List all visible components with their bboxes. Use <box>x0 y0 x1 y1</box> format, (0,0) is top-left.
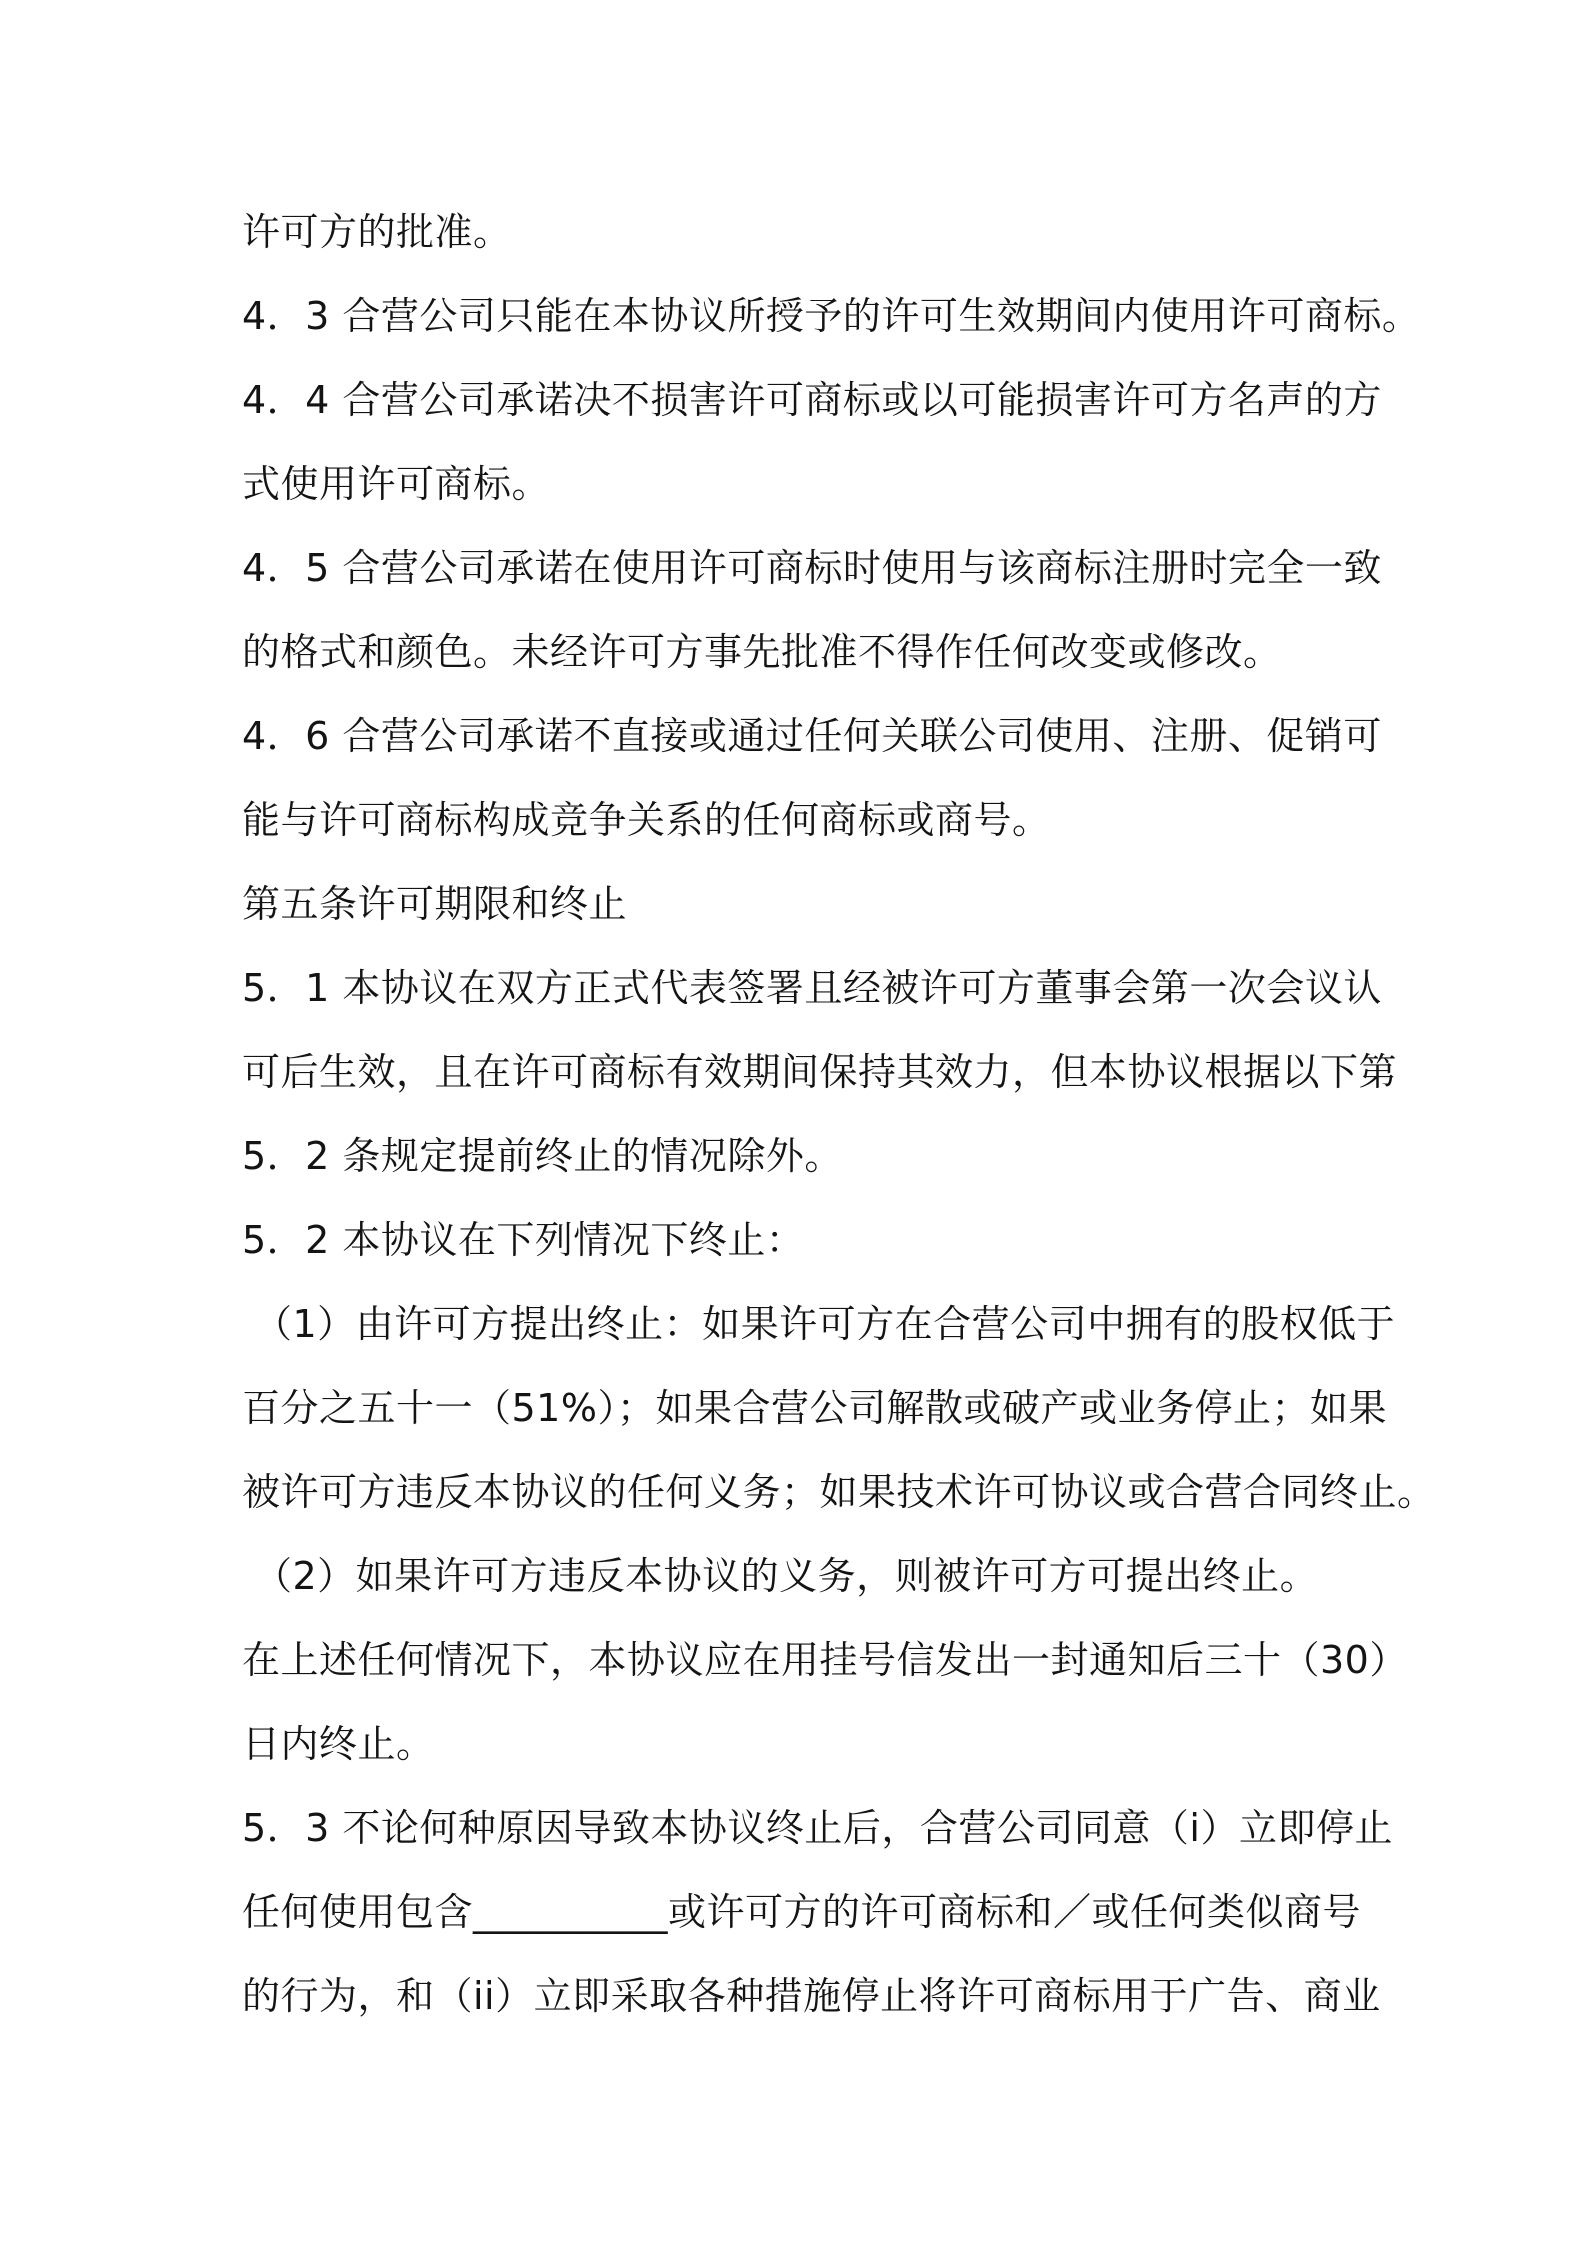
clause-4-5: 4．5 合营公司承诺在使用许可商标时使用与该商标注册时完全一致 <box>242 546 1382 590</box>
clause-5-2: 5．2 本协议在下列情况下终止： <box>242 1218 805 1262</box>
text-line: 在上述任何情况下，本协议应在用挂号信发出一封通知后三十（30） <box>242 1638 1408 1682</box>
text-line: 被许可方违反本协议的任何义务；如果技术许可协议或合营合同终止。 <box>242 1470 1436 1514</box>
text-line: 的行为，和（ii）立即采取各种措施停止将许可商标用于广告、商业 <box>242 1974 1381 2018</box>
clause-4-4: 4．4 合营公司承诺决不损害许可商标或以可能损害许可方名声的方 <box>242 378 1382 422</box>
text-line: 日内终止。 <box>242 1722 435 1766</box>
text-line: 许可方的批准。 <box>242 210 512 254</box>
text-line: 的格式和颜色。未经许可方事先批准不得作任何改变或修改。 <box>242 630 1282 674</box>
clause-4-6: 4．6 合营公司承诺不直接或通过任何关联公司使用、注册、促销可 <box>242 714 1382 758</box>
text-line: 能与许可商标构成竞争关系的任何商标或商号。 <box>242 798 1051 842</box>
text-line: 式使用许可商标。 <box>242 462 551 506</box>
article-heading: 第五条许可期限和终止 <box>242 882 628 926</box>
clause-5-3: 5．3 不论何种原因导致本协议终止后，合营公司同意（i）立即停止 <box>242 1806 1393 1850</box>
item-2: （2）如果许可方违反本协议的义务，则被许可方可提出终止。 <box>254 1554 1319 1598</box>
text-line: 任何使用包含__________或许可方的许可商标和／或任何类似商号 <box>242 1890 1362 1934</box>
text-line: 5．2 条规定提前终止的情况除外。 <box>242 1134 843 1178</box>
document-body <box>242 190 1436 2038</box>
text-line: 可后生效，且在许可商标有效期间保持其效力，但本协议根据以下第 <box>242 1050 1398 1094</box>
item-1: （1）由许可方提出终止：如果许可方在合营公司中拥有的股权低于 <box>254 1302 1396 1346</box>
text-line: 百分之五十一（51%）；如果合营公司解散或破产或业务停止；如果 <box>242 1386 1387 1430</box>
clause-5-1: 5．1 本协议在双方正式代表签署且经被许可方董事会第一次会议认 <box>242 966 1382 1010</box>
clause-4-3: 4．3 合营公司只能在本协议所授予的许可生效期间内使用许可商标。 <box>242 294 1421 338</box>
